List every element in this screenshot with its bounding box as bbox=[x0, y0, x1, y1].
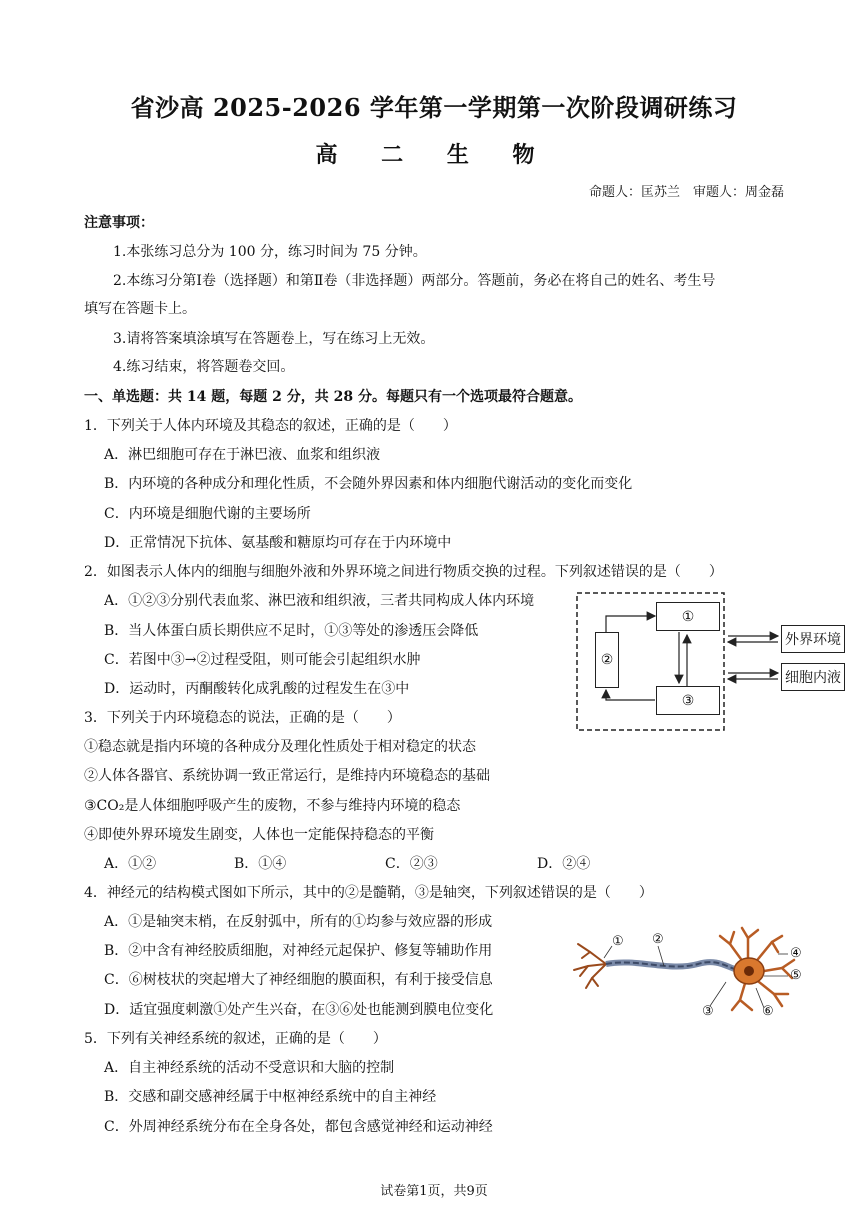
q4-option-b: B．②中含有神经胶质细胞，对神经元起保护、修复等辅助作用 bbox=[104, 943, 493, 959]
q3-option-b: B．①④ bbox=[234, 856, 287, 872]
q2-option-b: B．当人体蛋白质长期供应不足时，①③等处的渗透压会降低 bbox=[104, 623, 479, 639]
q5-option-c: C．外周神经系统分布在全身各处，都包含感觉神经和运动神经 bbox=[104, 1119, 493, 1135]
exam-title: 省沙高 2025-2026 学年第一学期第一次阶段调研练习 bbox=[130, 93, 738, 122]
notice-heading: 注意事项： bbox=[84, 215, 154, 231]
neuron-diagram bbox=[568, 924, 808, 1022]
q4-option-a: A．①是轴突末梢，在反射弧中，所有的①均参与效应器的形成 bbox=[104, 914, 493, 930]
box-2: ② bbox=[595, 632, 619, 688]
q4-stem: 4．神经元的结构模式图如下所示，其中的②是髓鞘，③是轴突，下列叙述错误的是（ ） bbox=[84, 885, 653, 901]
notice-item-1: 1.本张练习总分为 100 分，练习时间为 75 分钟。 bbox=[113, 244, 427, 260]
q3-option-a: A．①② bbox=[104, 856, 157, 872]
q2-stem: 2．如图表示人体内的细胞与细胞外液和外界环境之间进行物质交换的过程。下列叙述错误的是（ ） bbox=[84, 564, 723, 580]
q3-option-d: D．②④ bbox=[537, 856, 591, 872]
neuron-label-2: ② bbox=[652, 932, 664, 947]
q5-stem: 5．下列有关神经系统的叙述，正确的是（ ） bbox=[84, 1031, 387, 1047]
q1-option-d: D．正常情况下抗体、氨基酸和糖原均可存在于内环境中 bbox=[104, 535, 452, 551]
q1-stem: 1．下列关于人体内环境及其稳态的叙述，正确的是（ ） bbox=[84, 418, 457, 434]
neuron-label-4: ④ bbox=[790, 946, 802, 961]
box-3: ③ bbox=[656, 686, 720, 715]
page-footer: 试卷第1页，共9页 bbox=[380, 1184, 488, 1199]
neuron-label-1: ① bbox=[612, 934, 624, 949]
q2-option-c: C．若图中③→②过程受阻，则可能会引起组织水肿 bbox=[104, 652, 421, 668]
q2-diagram bbox=[575, 590, 847, 736]
authors-line: 命题人：匡苏兰 审题人：周金磊 bbox=[588, 185, 784, 200]
q3-statement-3: ③CO₂是人体细胞呼吸产生的废物，不参与维持内环境的稳态 bbox=[84, 798, 461, 814]
intracellular-fluid-box: 细胞内液 bbox=[781, 663, 845, 691]
notice-item-2: 2.本练习分第Ⅰ卷（选择题）和第Ⅱ卷（非选择题）两部分。答题前，务必在将自己的姓名、考生号 bbox=[113, 273, 716, 289]
q4-option-d: D．适宜强度刺激①处产生兴奋，在③⑥处也能测到膜电位变化 bbox=[104, 1002, 494, 1018]
q4-option-c: C．⑥树枝状的突起增大了神经细胞的膜面积，有利于接受信息 bbox=[104, 972, 493, 988]
neuron-label-5: ⑤ bbox=[790, 968, 802, 983]
section-heading: 一、单选题：共 14 题，每题 2 分，共 28 分。每题只有一个选项最符合题意。 bbox=[84, 389, 582, 405]
q3-statement-2: ②人体各器官、系统协调一致正常运行，是维持内环境稳态的基础 bbox=[84, 768, 490, 784]
exam-subject: 高 二 生 物 bbox=[315, 142, 553, 168]
box-1: ① bbox=[656, 602, 720, 631]
notice-item-4: 4.练习结束，将答题卷交回。 bbox=[113, 359, 295, 375]
q3-stem: 3．下列关于内环境稳态的说法，正确的是（ ） bbox=[84, 710, 401, 726]
neuron-label-3: ③ bbox=[702, 1004, 714, 1019]
q3-option-c: C．②③ bbox=[385, 856, 438, 872]
q1-option-c: C．内环境是细胞代谢的主要场所 bbox=[104, 506, 311, 522]
q3-statement-1: ①稳态就是指内环境的各种成分及理化性质处于相对稳定的状态 bbox=[84, 739, 476, 755]
q5-option-a: A．自主神经系统的活动不受意识和大脑的控制 bbox=[104, 1060, 395, 1076]
external-env-box: 外界环境 bbox=[781, 625, 845, 653]
q3-statement-4: ④即使外界环境发生剧变，人体也一定能保持稳态的平衡 bbox=[84, 827, 434, 843]
q1-option-b: B．内环境的各种成分和理化性质，不会随外界因素和体内细胞代谢活动的变化而变化 bbox=[104, 476, 633, 492]
q5-option-b: B．交感和副交感神经属于中枢神经系统中的自主神经 bbox=[104, 1089, 437, 1105]
notice-item-2-cont: 填写在答题卡上。 bbox=[84, 301, 196, 317]
q2-option-d: D．运动时，丙酮酸转化成乳酸的过程发生在③中 bbox=[104, 681, 410, 697]
q1-option-a: A．淋巴细胞可存在于淋巴液、血浆和组织液 bbox=[104, 447, 381, 463]
q2-option-a: A．①②③分别代表血浆、淋巴液和组织液，三者共同构成人体内环境 bbox=[104, 593, 535, 609]
neuron-label-6: ⑥ bbox=[762, 1004, 774, 1019]
notice-item-3: 3.请将答案填涂填写在答题卷上，写在练习上无效。 bbox=[113, 331, 435, 347]
